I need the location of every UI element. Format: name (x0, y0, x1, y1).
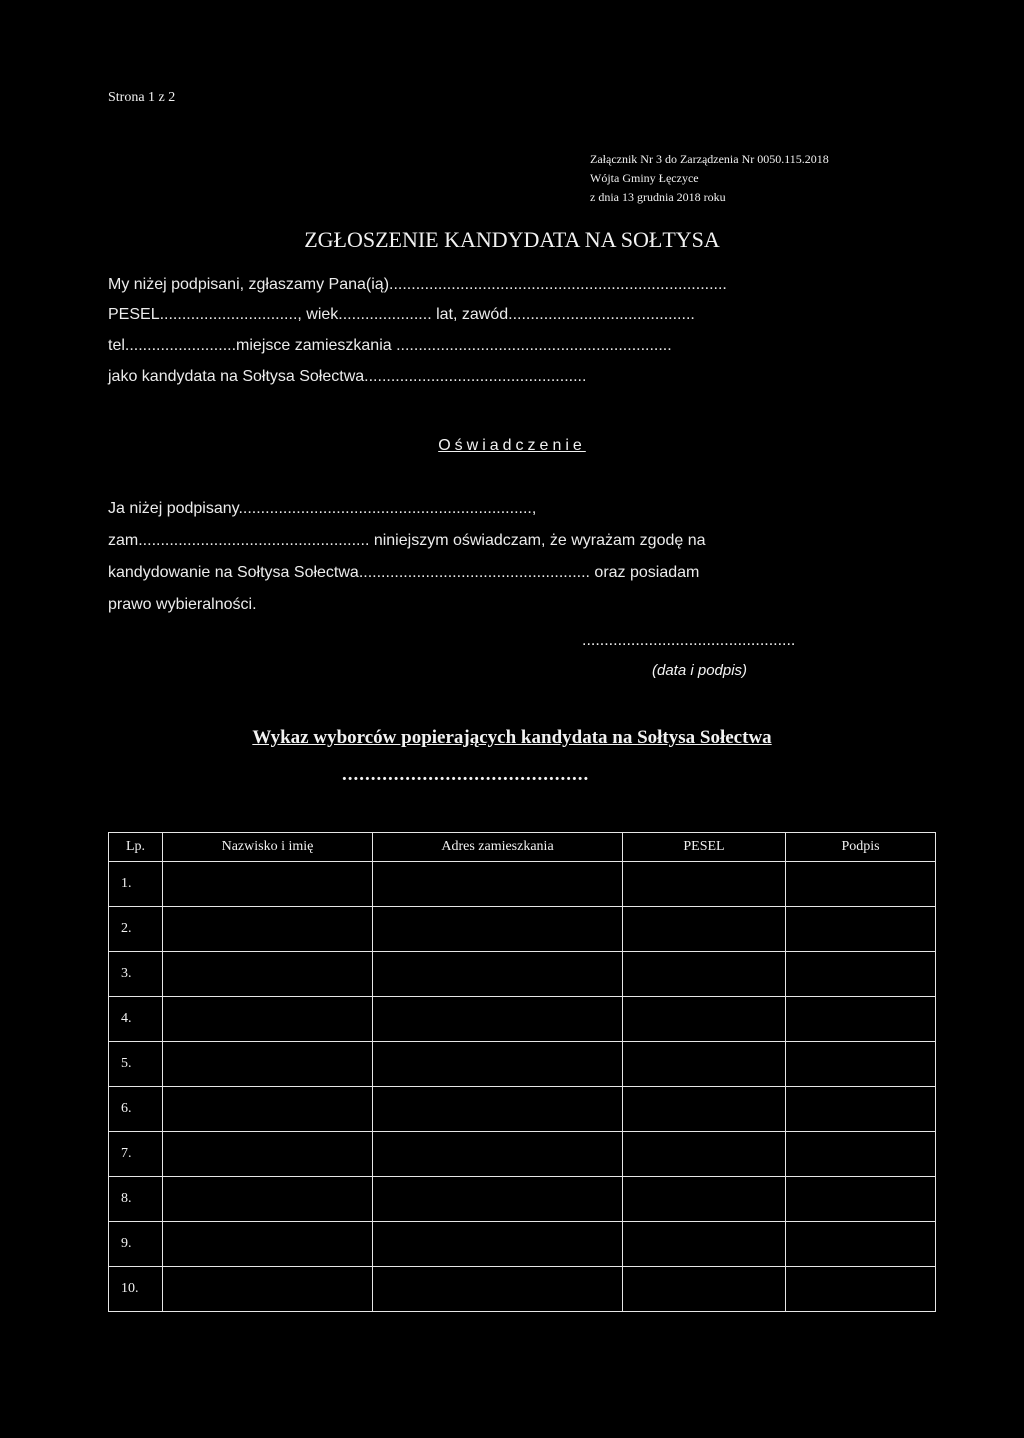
voters-list-title: Wykaz wyborców popierających kandydata na Sołtysa Sołectwa (252, 727, 772, 748)
signature-label: (data i podpis) (652, 662, 748, 679)
form-line-phone: tel.........................miejsce zamieszkania .............................................................. (108, 337, 672, 354)
pesel-cell[interactable] (623, 1267, 786, 1312)
address-cell[interactable] (373, 907, 623, 952)
col-header-pesel: PESEL (623, 833, 786, 862)
table-row (109, 1222, 936, 1267)
address-cell[interactable] (373, 997, 623, 1042)
name-cell[interactable] (163, 1087, 373, 1132)
pesel-cell[interactable] (623, 1042, 786, 1087)
col-header-signature: Podpis (786, 833, 936, 862)
pesel-cell[interactable] (623, 907, 786, 952)
row-number: 6. (109, 1087, 163, 1132)
page-number: Strona 1 z 2 (108, 90, 176, 105)
col-header-lp: Lp. (109, 833, 163, 862)
address-cell[interactable] (373, 1222, 623, 1267)
name-cell[interactable] (163, 997, 373, 1042)
address-cell[interactable] (373, 862, 623, 907)
table-row (109, 997, 936, 1042)
voters-list-title-dots: ........................................... (342, 764, 590, 785)
signature-cell[interactable] (786, 997, 936, 1042)
form-line-pesel: PESEL..............................., wiek..................... lat, zawód.......................................... (108, 306, 695, 323)
pesel-cell[interactable] (623, 862, 786, 907)
statement-line-3: kandydowanie na Sołtysa Sołectwa.................................................... oraz posiadam (108, 564, 700, 581)
row-number: 3. (109, 952, 163, 997)
address-cell[interactable] (373, 1132, 623, 1177)
table-row (109, 1267, 936, 1312)
signature-cell[interactable] (786, 1042, 936, 1087)
statement-heading: Oświadczenie (438, 437, 586, 454)
name-cell[interactable] (163, 1042, 373, 1087)
form-line-nominee: My niżej podpisani, zgłaszamy Pana(ią)............................................................................ (108, 276, 727, 293)
pesel-cell[interactable] (623, 1132, 786, 1177)
table-row (109, 952, 936, 997)
signature-cell[interactable] (786, 907, 936, 952)
annex-line-2: Wójta Gminy Łęczyce (590, 171, 699, 185)
signature-cell[interactable] (786, 1222, 936, 1267)
statement-line-4: prawo wybieralności. (108, 596, 257, 613)
annex-line-1: Załącznik Nr 3 do Zarządzenia Nr 0050.115.2018 (590, 152, 829, 166)
table-header-row (109, 833, 936, 862)
statement-line-2: zam.................................................... niniejszym oświadczam, że wyrażam zgodę na (108, 532, 706, 549)
voters-table (108, 832, 936, 1312)
table-row (109, 1042, 936, 1087)
name-cell[interactable] (163, 1177, 373, 1222)
row-number: 5. (109, 1042, 163, 1087)
table-row (109, 1132, 936, 1177)
address-cell[interactable] (373, 1087, 623, 1132)
signature-cell[interactable] (786, 952, 936, 997)
table-row (109, 907, 936, 952)
address-cell[interactable] (373, 952, 623, 997)
signature-cell[interactable] (786, 1132, 936, 1177)
name-cell[interactable] (163, 862, 373, 907)
row-number: 9. (109, 1222, 163, 1267)
pesel-cell[interactable] (623, 952, 786, 997)
row-number: 1. (109, 862, 163, 907)
address-cell[interactable] (373, 1267, 623, 1312)
name-cell[interactable] (163, 907, 373, 952)
name-cell[interactable] (163, 1222, 373, 1267)
row-number: 7. (109, 1132, 163, 1177)
signature-cell[interactable] (786, 862, 936, 907)
pesel-cell[interactable] (623, 997, 786, 1042)
address-cell[interactable] (373, 1042, 623, 1087)
table-row (109, 1177, 936, 1222)
pesel-cell[interactable] (623, 1177, 786, 1222)
row-number: 2. (109, 907, 163, 952)
name-cell[interactable] (163, 1267, 373, 1312)
address-cell[interactable] (373, 1177, 623, 1222)
row-number: 4. (109, 997, 163, 1042)
signature-line: ................................................ (582, 632, 796, 649)
row-number: 10. (109, 1267, 163, 1312)
statement-line-1: Ja niżej podpisany.................................................................., (108, 500, 537, 517)
col-header-address: Adres zamieszkania (373, 833, 623, 862)
name-cell[interactable] (163, 1132, 373, 1177)
signature-cell[interactable] (786, 1177, 936, 1222)
col-header-name: Nazwisko i imię (163, 833, 373, 862)
signature-cell[interactable] (786, 1267, 936, 1312)
annex-line-3: z dnia 13 grudnia 2018 roku (590, 190, 726, 204)
form-line-village: jako kandydata na Sołtysa Sołectwa.................................................. (108, 368, 587, 385)
signature-cell[interactable] (786, 1087, 936, 1132)
row-number: 8. (109, 1177, 163, 1222)
pesel-cell[interactable] (623, 1222, 786, 1267)
name-cell[interactable] (163, 952, 373, 997)
table-row (109, 1087, 936, 1132)
form-title: ZGŁOSZENIE KANDYDATA NA SOŁTYSA (304, 227, 720, 252)
pesel-cell[interactable] (623, 1087, 786, 1132)
table-row (109, 862, 936, 907)
